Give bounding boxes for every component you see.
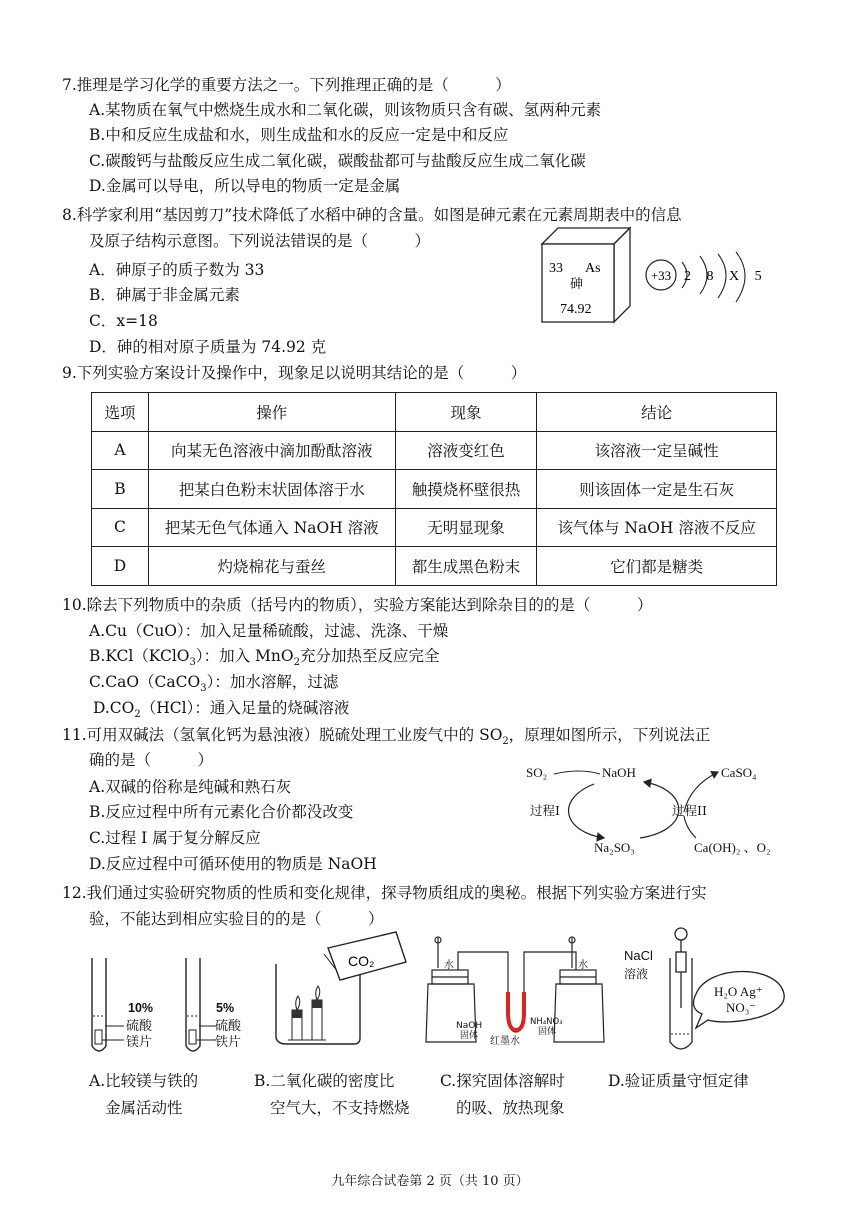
fig-a-metal-2: 铁片 xyxy=(215,1035,242,1050)
svg-text:固体: 固体 xyxy=(538,1027,557,1037)
q11-option-a: A.双碱的俗称是纯碱和熟石灰 xyxy=(89,778,292,796)
caption-a-line2: 金属活动性 xyxy=(105,1099,183,1117)
element-mass: 74.92 xyxy=(560,302,592,317)
label-caso4: CaSO₄ xyxy=(721,765,757,780)
q11-option-b: B.反应过程中所有元素化合价都没改变 xyxy=(89,803,354,821)
atom-nucleus: +33 xyxy=(650,268,672,283)
caption-c-line2: 的吸、放热现象 xyxy=(456,1099,565,1117)
table-cell: 灼烧棉花与蚕丝 xyxy=(148,547,395,586)
desulfurization-cycle-diagram xyxy=(520,760,800,856)
q12-stem-line1: 12.我们通过实验研究物质的性质和变化规律，探寻物质组成的奥秘。根据下列实验方案进行实 xyxy=(62,884,707,902)
figure-d-mass-conservation xyxy=(618,924,788,1064)
svg-text:固体: 固体 xyxy=(460,1031,479,1041)
caption-b-line2: 空气大，不支持燃烧 xyxy=(270,1099,410,1117)
element-cell-figure xyxy=(538,224,634,324)
figure-a-test-tubes xyxy=(84,950,260,1060)
q8-stem-line2: 及原子结构示意图。下列说法错误的是（ ） xyxy=(89,232,431,250)
table-header: 现象 xyxy=(395,393,537,432)
fig-d-ions-2: NO₃⁻ xyxy=(726,1000,757,1015)
fig-c-water-left: 水 xyxy=(444,960,454,971)
fig-a-metal-1: 镁片 xyxy=(126,1035,153,1050)
label-naoh: NaOH xyxy=(602,765,636,780)
q10-option-c: C.CaO（CaCO$_3$）：加水溶解，过滤 xyxy=(89,673,339,695)
q7-option-d: D.金属可以导电，所以导电的物质一定是金属 xyxy=(89,177,401,195)
table-cell: C xyxy=(92,508,149,547)
q10-stem: 10.除去下列物质中的杂质（括号内的物质），实验方案能达到除杂目的的是（ ） xyxy=(62,596,653,614)
q8-option-c: C．x=18 xyxy=(89,312,158,330)
fig-a-acid-1: 硫酸 xyxy=(126,1019,153,1034)
fig-b-gas-label: CO₂ xyxy=(348,953,375,969)
q7-option-b: B.中和反应生成盐和水，则生成盐和水的反应一定是中和反应 xyxy=(89,126,509,144)
caption-d-line1: D.验证质量守恒定律 xyxy=(608,1072,749,1090)
table-cell: 触摸烧杯壁很热 xyxy=(395,470,537,509)
table-row xyxy=(92,508,777,547)
table-cell: B xyxy=(92,470,149,509)
q8-stem-line1: 8.科学家利用“基因剪刀”技术降低了水稻中砷的含量。如图是砷元素在元素周期表中的信息 xyxy=(62,206,682,224)
label-process-1: 过程I xyxy=(530,803,560,818)
fig-c-ink-label: 红墨水 xyxy=(490,1036,520,1047)
q7-stem: 7.推理是学习化学的重要方法之一。下列推理正确的是（ ） xyxy=(62,76,511,94)
element-symbol: As xyxy=(585,261,601,276)
table-cell: A xyxy=(92,431,149,470)
atom-shells: 2 8 X 5 xyxy=(684,269,768,284)
label-caoh2-o2: Ca(OH)₂ 、O₂ xyxy=(694,840,771,855)
table-cell: 它们都是糖类 xyxy=(537,547,777,586)
figure-b-co2-beaker xyxy=(268,930,416,1050)
fig-d-nacl: NaCl xyxy=(624,948,653,963)
element-number: 33 xyxy=(549,261,563,276)
label-na2so3: Na₂SO₃ xyxy=(594,840,635,855)
table-header: 结论 xyxy=(537,393,777,432)
fig-d-solution: 溶液 xyxy=(624,967,649,981)
q7-option-c: C.碳酸钙与盐酸反应生成二氧化碳，碳酸盐都可与盐酸反应生成二氧化碳 xyxy=(89,152,586,170)
table-cell: 无明显现象 xyxy=(395,508,537,547)
page-footer: 九年综合试卷第 2 页（共 10 页） xyxy=(331,1174,529,1189)
table-cell: 向某无色溶液中滴加酚酞溶液 xyxy=(148,431,395,470)
q9-stem: 9.下列实验方案设计及操作中，现象足以说明其结论的是（ ） xyxy=(62,364,527,382)
table-cell: 把某白色粉末状固体溶于水 xyxy=(148,470,395,509)
fig-c-water-right: 水 xyxy=(578,960,588,971)
atom-structure-figure xyxy=(642,248,792,314)
table-header: 选项 xyxy=(92,393,149,432)
q8-option-d: D．砷的相对原子质量为 74.92 克 xyxy=(89,338,327,356)
fig-a-acid-2: 硫酸 xyxy=(215,1019,242,1034)
q7-option-a: A.某物质在氧气中燃烧生成水和二氧化碳，则该物质只含有碳、氢两种元素 xyxy=(89,101,602,119)
caption-c-line1: C.探究固体溶解时 xyxy=(440,1072,565,1090)
caption-b-line1: B.二氧化碳的密度比 xyxy=(254,1072,395,1090)
table-cell: D xyxy=(92,547,149,586)
element-name: 砷 xyxy=(570,277,584,292)
q10-option-a: A.Cu（CuO）：加入足量稀硫酸，过滤、洗涤、干燥 xyxy=(89,622,449,640)
q11-stem-line2: 确的是（ ） xyxy=(89,751,214,769)
table-header: 操作 xyxy=(148,393,395,432)
table-cell: 都生成黑色粉末 xyxy=(395,547,537,586)
fig-a-pct-1: 10% xyxy=(128,1001,154,1015)
q8-option-a: A．砷原子的质子数为 33 xyxy=(89,261,265,279)
experiment-table xyxy=(91,392,777,586)
fig-c-solid-left: NaOH xyxy=(456,1021,483,1031)
table-cell: 该溶液一定呈碱性 xyxy=(537,431,777,470)
table-row xyxy=(92,470,777,509)
q10-option-d: $D.CO_2(HCl)$：通入足量的烧碱溶液 xyxy=(93,699,350,721)
fig-d-ions-1: H₂O Ag⁺ xyxy=(714,984,763,999)
q11-option-c: C.过程 I 属于复分解反应 xyxy=(89,829,261,847)
caption-a-line1: A.比较镁与铁的 xyxy=(89,1072,199,1090)
q10-option-b: B.KCl（KClO$_3$）：加入 MnO$_2$充分加热至反应完全 xyxy=(89,647,440,669)
q11-stem-line1: 11.可用双碱法（氢氧化钙为悬浊液）脱硫处理工业废气中的 $SO_2$，原理如图所示，下列说法正 xyxy=(62,726,711,748)
table-row xyxy=(92,547,777,586)
fig-c-solid-right: NH₄NO₃ xyxy=(530,1017,563,1027)
table-cell: 该气体与 NaOH 溶液不反应 xyxy=(537,508,777,547)
q12-stem-line2: 验，不能达到相应实验目的的是（ ） xyxy=(89,910,384,928)
table-cell: 把某无色气体通入 NaOH 溶液 xyxy=(148,508,395,547)
table-cell: 溶液变红色 xyxy=(395,431,537,470)
q11-option-d: D.反应过程中可循环使用的物质是 NaOH xyxy=(89,855,377,873)
label-so2: SO₂ xyxy=(526,765,548,780)
fig-a-pct-2: 5% xyxy=(216,1001,235,1015)
q8-option-b: B．砷属于非金属元素 xyxy=(89,286,240,304)
figure-c-dissolution-apparatus xyxy=(420,932,616,1062)
table-header-row xyxy=(92,393,777,432)
table-row xyxy=(92,431,777,470)
label-process-2: 过程II xyxy=(672,803,707,818)
table-cell: 则该固体一定是生石灰 xyxy=(537,470,777,509)
